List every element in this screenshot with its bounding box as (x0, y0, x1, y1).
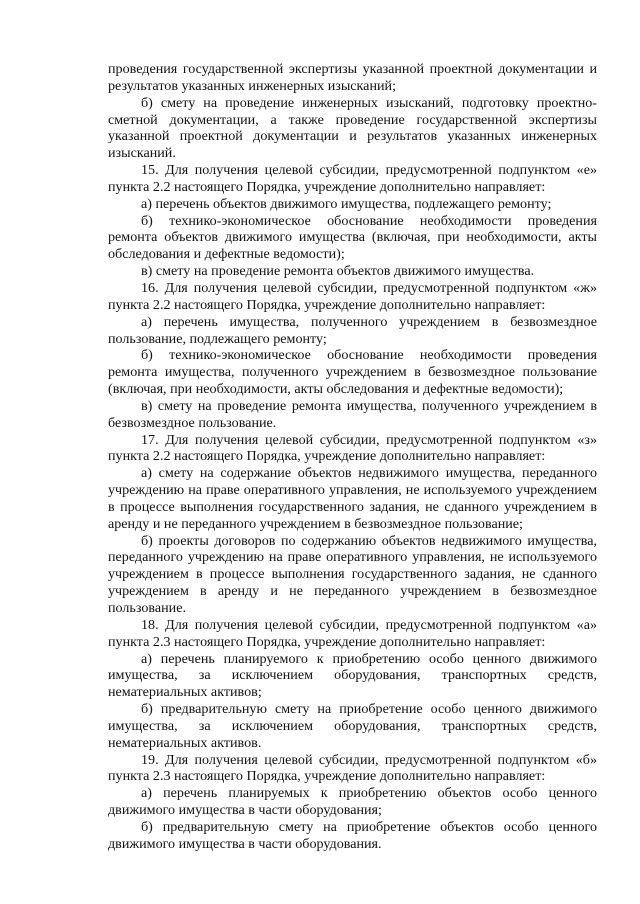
paragraph-19a: а) перечень планируемых к приобретению объектов особо ценного движимого имущества в части оборудования; (108, 785, 597, 819)
paragraph-18a: а) перечень планируемого к приобретению особо ценного движимого имущества, за исключением оборудования, транспортных средств, нематериальных активов; (108, 650, 597, 701)
paragraph-14b: б) смету на проведение инженерных изысканий, подготовку проектно-сметной документации, а также проведение государственной экспертизы указанной проектной документации и результатов указанных инженерных изысканий. (108, 94, 597, 162)
paragraph-19b: б) предварительную смету на приобретение объектов особо ценного движимого имущества в части оборудования. (108, 818, 597, 852)
paragraph-16a: а) перечень имущества, полученного учреждением в безвозмездное пользование, подлежащего ремонту; (108, 313, 597, 347)
paragraph-continuation: проведения государственной экспертизы указанной проектной документации и результатов указанных инженерных изысканий; (108, 61, 597, 94)
paragraph-18b: б) предварительную смету на приобретение особо ценного движимого имущества, за исключением оборудования, транспортных средств, нематериальных активов. (108, 701, 597, 751)
paragraph-16v: в) смету на проведение ремонта имущества, полученного учреждением в безвозмездное пользование. (108, 397, 597, 431)
paragraph-18: 18. Для получения целевой субсидии, предусмотренной подпунктом «а» пункта 2.3 настоящего Порядка, учреждение дополнительно направляет: (108, 616, 597, 650)
paragraph-15: 15. Для получения целевой субсидии, предусмотренной подпунктом «е» пункта 2.2 настоящего Порядка, учреждение дополнительно направляет: (108, 162, 597, 195)
paragraph-15a: а) перечень объектов движимого имущества, подлежащего ремонту; (141, 195, 552, 212)
paragraph-16: 16. Для получения целевой субсидии, предусмотренной подпунктом «ж» пункта 2.2 настоящего Порядка, учреждение дополнительно направляет: (108, 279, 597, 313)
paragraph-16b: б) технико-экономическое обоснование необходимости проведения ремонта имущества, полученного учреждением в безвозмездное пользование (включая, при необходимости, акты обследования и дефектные ведомости); (108, 347, 597, 398)
document-page (108, 61, 597, 853)
paragraph-15b: б) технико-экономическое обоснование необходимости проведения ремонта объектов движимого имущества (включая, при необходимости, акты обследования и дефектные ведомости); (108, 212, 597, 263)
paragraph-17b: б) проекты договоров по содержанию объектов недвижимого имущества, переданного учреждению на праве оперативного управления, не используемого учреждением в процессе выполнения государственного задания, не сданного учреждением в аренду и не переданного учреждением в безвозмездное пользование. (108, 532, 597, 616)
paragraph-17: 17. Для получения целевой субсидии, предусмотренной подпунктом «з» пункта 2.2 настоящего Порядка, учреждение дополнительно направляет: (108, 431, 597, 465)
paragraph-19: 19. Для получения целевой субсидии, предусмотренной подпунктом «б» пункта 2.3 настоящего Порядка, учреждение дополнительно направляет: (108, 751, 597, 785)
paragraph-17a: а) смету на содержание объектов недвижимого имущества, переданного учреждению на праве оперативного управления, не используемого учреждением в процессе выполнения государственного задания, не сданного учреждением в аренду и не переданного учреждением в безвозмездное пользование; (108, 465, 597, 532)
paragraph-15v: в) смету на проведение ремонта объектов движимого имущества. (141, 263, 535, 280)
